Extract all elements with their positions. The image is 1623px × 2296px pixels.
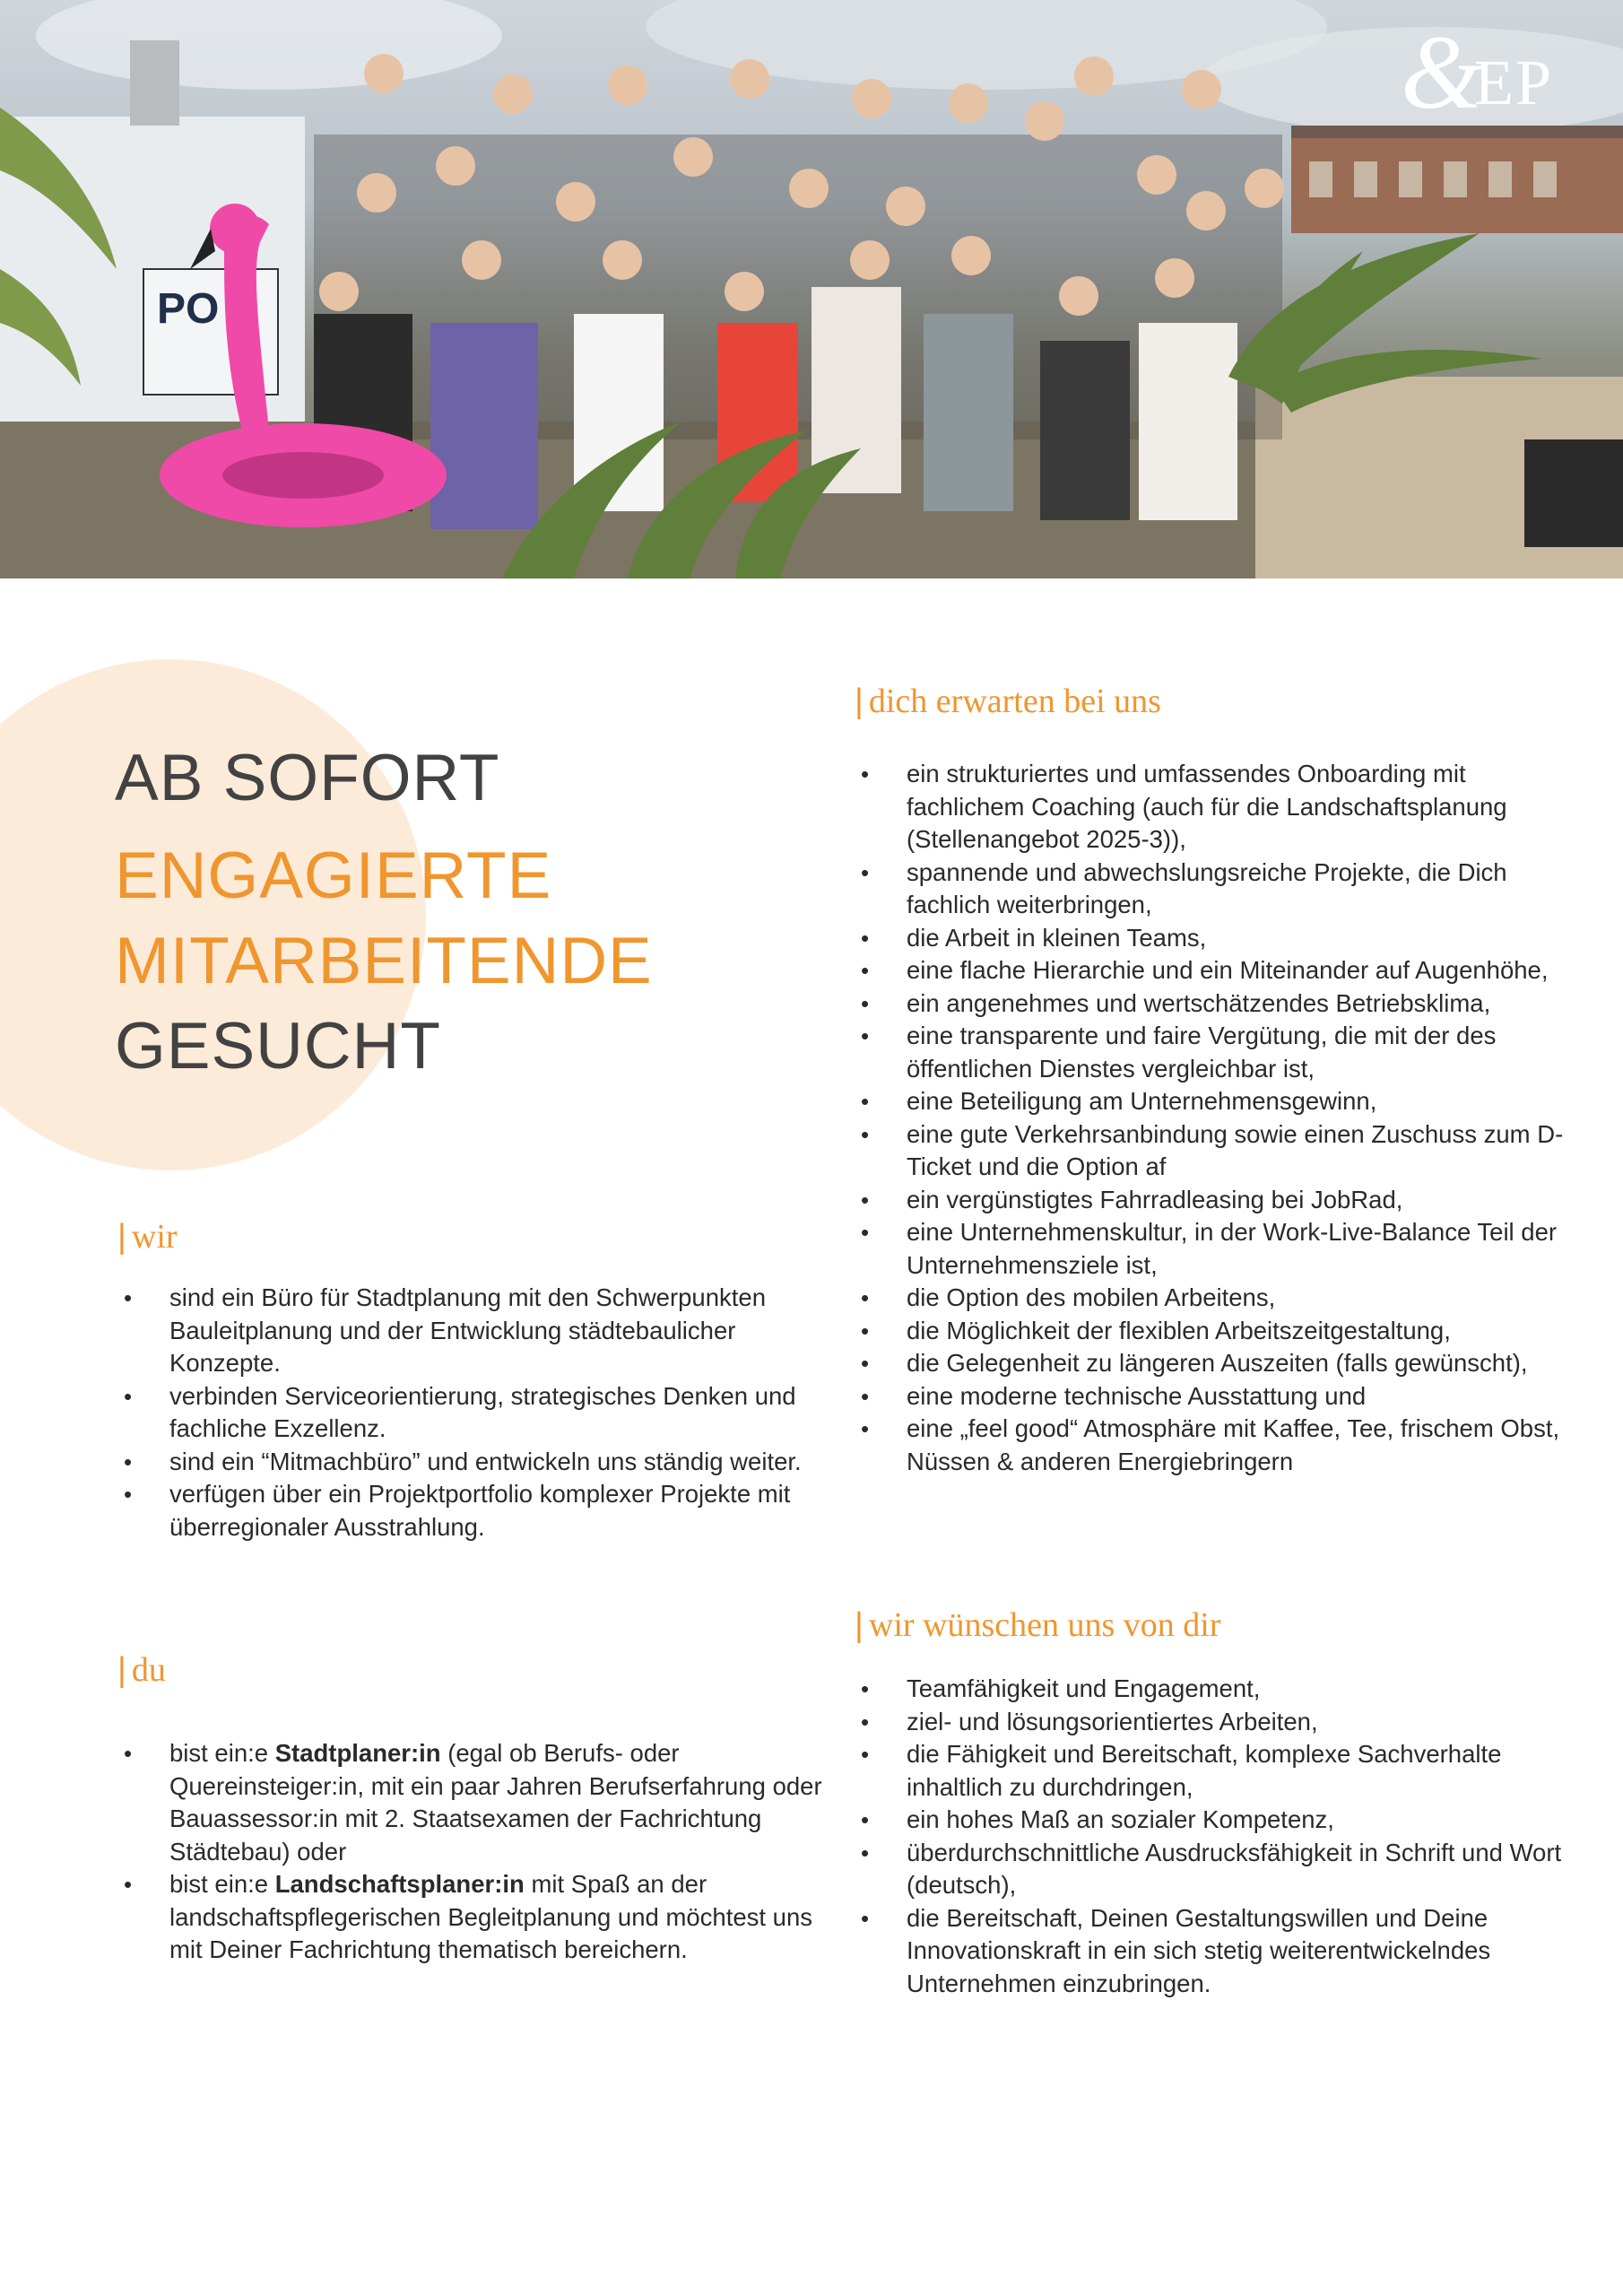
list-item: • eine Unternehmenskultur, in der Work-Live-Balance Teil der Unternehmensziele ist, [861, 1216, 1569, 1282]
headline-line-2: ENGAGIERTE [115, 839, 552, 912]
list-item: • ein hohes Maß an sozialer Kompetenz, [861, 1804, 1569, 1837]
list-item: • verbinden Serviceorientierung, strategisches Denken und fachliche Exzellenz. [124, 1380, 832, 1446]
logo-ampersand: & [1401, 13, 1483, 131]
list-item: • überdurchschnittliche Ausdrucksfähigkeit in Schrift und Wort (deutsch), [861, 1837, 1569, 1902]
section-bar: | [855, 1606, 864, 1644]
logo-text: EP [1473, 47, 1553, 118]
list-item: • spannende und abwechslungsreiche Projekte, die Dich fachlich weiterbringen, [861, 857, 1569, 922]
list-item: • die Option des mobilen Arbeitens, [861, 1282, 1569, 1315]
list-wuenschen [861, 1673, 1569, 2000]
list-item-text: bist ein:e [169, 1870, 275, 1898]
section-bar: | [117, 1651, 126, 1689]
section-title-text: du [131, 1651, 166, 1689]
team-photo-illustration [0, 0, 1623, 578]
headline-line-3: MITARBEITENDE [115, 925, 653, 997]
list-item: • ziel- und lösungsorientiertes Arbeiten, [861, 1706, 1569, 1739]
list-item: • die Möglichkeit der flexiblen Arbeitszeitgestaltung, [861, 1315, 1569, 1348]
section-title-text: dich erwarten bei uns [868, 683, 1161, 720]
list-item-role: Stadtplaner:in [274, 1739, 441, 1767]
section-bar: | [855, 683, 864, 720]
list-du [124, 1737, 832, 1967]
list-item [124, 1737, 832, 1868]
list-item: • eine transparente und faire Vergütung, die mit der des öffentlichen Dienstes vergleichbar ist, [861, 1020, 1569, 1085]
list-item: • die Gelegenheit zu längeren Auszeiten (falls gewünscht), [861, 1347, 1569, 1380]
list-item: • eine gute Verkehrsanbindung sowie einen Zuschuss zum D-Ticket und die Option af [861, 1118, 1569, 1184]
section-title-du [117, 1650, 166, 1690]
list-item: • die Arbeit in kleinen Teams, [861, 922, 1569, 955]
list-item-text: bist ein:e [169, 1739, 275, 1767]
list-item: • ein strukturiertes und umfassendes Onboarding mit fachlichem Coaching (auch für die Landschaftsplanung (Stellenangebot 2025-3)), [861, 758, 1569, 857]
list-item: • sind ein “Mitmachbüro” und entwickeln uns ständig weiter. [124, 1446, 832, 1479]
list-item [124, 1868, 832, 1967]
list-wir [124, 1282, 832, 1544]
list-item: • ein vergünstigtes Fahrradleasing bei JobRad, [861, 1184, 1569, 1217]
list-item-text: mit Spaß an der landschaftspflegerischen Begleitplanung und möchtest uns mit Deiner Fachrichtung thematisch bereichern. [169, 1870, 813, 1963]
headline-line-1: AB SOFORT [115, 742, 500, 814]
headline-background-circle [0, 659, 426, 1170]
list-item: • sind ein Büro für Stadtplanung mit den Schwerpunkten Bauleitplanung und der Entwicklung städtebaulicher Konzepte. [124, 1282, 832, 1380]
list-erwarten [861, 758, 1569, 1478]
headline-line-4: GESUCHT [115, 1010, 441, 1083]
team-photo [0, 0, 1623, 578]
list-item: • die Bereitschaft, Deinen Gestaltungswillen und Deine Innovationskraft in ein sich stetig weiterentwickelndes Unternehmen einzubringen. [861, 1902, 1569, 2001]
company-logo [1401, 13, 1553, 131]
list-item: • Teamfähigkeit und Engagement, [861, 1673, 1569, 1706]
list-item: • die Fähigkeit und Bereitschaft, komplexe Sachverhalte inhaltlich zu durchdringen, [861, 1738, 1569, 1804]
section-title-text: wir [131, 1218, 178, 1256]
list-item: • eine moderne technische Ausstattung und [861, 1380, 1569, 1413]
list-item-text: (egal ob Berufs- oder Quereinsteiger:in, mit ein paar Jahren Berufserfahrung oder Bauassessor:in mit 2. Staatsexamen der Fachrichtung Städtebau) oder [169, 1739, 822, 1866]
list-item: • verfügen über ein Projektportfolio komplexer Projekte mit überregionaler Ausstrahlung. [124, 1478, 832, 1544]
section-bar: | [117, 1218, 126, 1256]
section-title-text: wir wünschen uns von dir [868, 1606, 1221, 1644]
section-title-wuenschen [855, 1605, 1221, 1645]
list-item: • eine „feel good“ Atmosphäre mit Kaffee, Tee, frischem Obst, Nüssen & anderen Energiebringern [861, 1413, 1569, 1478]
list-item-role: Landschaftsplaner:in [274, 1870, 525, 1898]
section-title-erwarten [855, 682, 1161, 721]
section-title-wir [117, 1217, 178, 1257]
list-item: • eine flache Hierarchie und ein Miteinander auf Augenhöhe, [861, 954, 1569, 987]
sign-text: PO [157, 285, 220, 333]
list-item: • ein angenehmes und wertschätzendes Betriebsklima, [861, 987, 1569, 1021]
list-item: • eine Beteiligung am Unternehmensgewinn, [861, 1085, 1569, 1118]
